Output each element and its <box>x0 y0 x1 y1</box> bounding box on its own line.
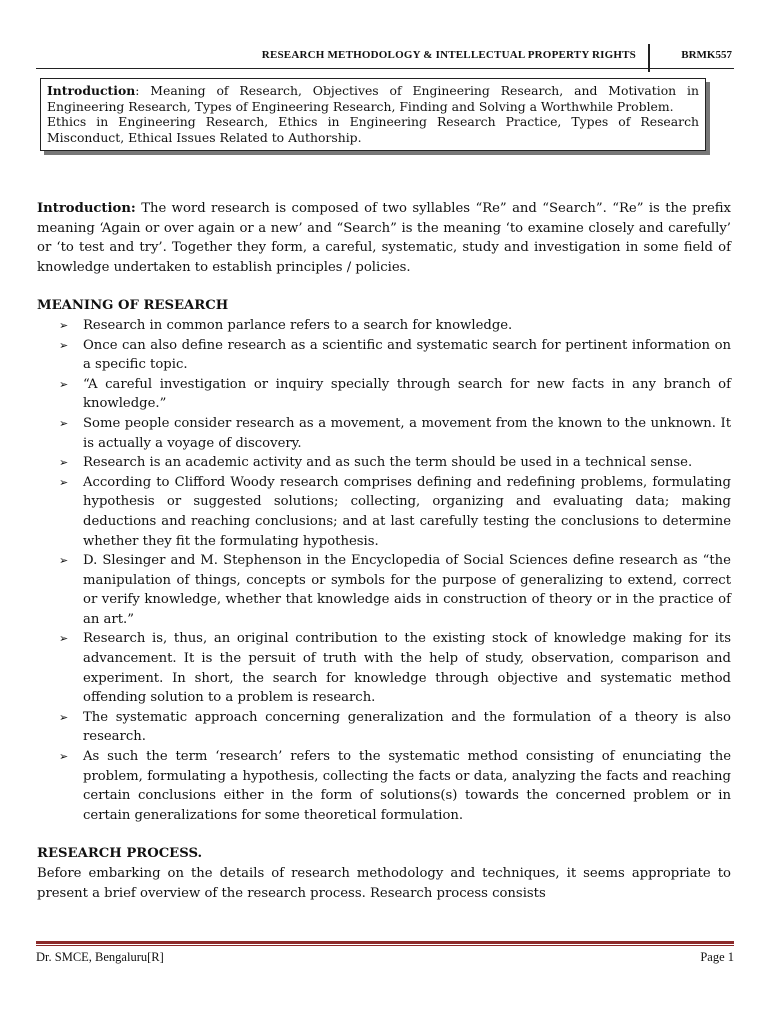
footer-rule <box>36 941 734 944</box>
bullet-text: The systematic approach concerning generalization and the formulation of a theory is also research. <box>83 709 731 745</box>
intro-paragraph <box>37 199 731 277</box>
syllabus-topics-box <box>40 78 706 151</box>
arrow-bullet-icon: ➢ <box>59 710 69 724</box>
process-heading: RESEARCH PROCESS. <box>37 846 203 862</box>
bullet-text: Some people consider research as a movement, a movement from the known to the unknown. It is actually a voyage of discovery. <box>83 415 731 451</box>
topics-line-1 <box>47 83 699 114</box>
arrow-bullet-icon: ➢ <box>59 416 69 430</box>
arrow-bullet-icon: ➢ <box>59 475 69 489</box>
bullet-text: Research is an academic activity and as such the term should be used in a technical sense. <box>83 455 693 471</box>
list-item <box>59 316 731 336</box>
list-item <box>59 336 731 375</box>
arrow-bullet-icon: ➢ <box>59 456 69 470</box>
arrow-bullet-icon: ➢ <box>59 377 69 391</box>
bullet-text: D. Slesinger and M. Stephenson in the Encyclopedia of Social Sciences define research as “the manipulation of things, concepts or symbols for the purpose of generalizing to extend, correct or verify knowledge, whether that knowledge aids in construction of theory or in the practice of an art.” <box>83 553 731 627</box>
list-item <box>59 375 731 414</box>
list-item <box>59 708 731 747</box>
topics-label: Introduction <box>47 83 136 98</box>
list-item <box>59 453 731 473</box>
course-code: BRMK557 <box>681 49 732 61</box>
arrow-bullet-icon: ➢ <box>59 318 69 332</box>
process-paragraph: Before embarking on the details of research methodology and techniques, it seems appropriate to present a brief overview of the research process. Research process consists <box>37 866 731 901</box>
list-item <box>59 473 731 551</box>
bullet-text: As such the term ‘research’ refers to the systematic method consisting of enunciating the problem, formulating a hypothesis, collecting the facts or data, analyzing the facts and reaching certain conclusions either in the form of solutions(s) towards the concerned problem or in certain generalizations for some theoretical formulation. <box>83 749 731 823</box>
meaning-bullet-list <box>37 316 731 825</box>
header-title: RESEARCH METHODOLOGY & INTELLECTUAL PROPERTY RIGHTS <box>261 49 636 61</box>
page-number: Page 1 <box>700 950 734 964</box>
list-item <box>59 551 731 629</box>
bullet-text: Research in common parlance refers to a search for knowledge. <box>83 317 513 333</box>
topics-line-2: Ethics in Engineering Research, Ethics in Engineering Research Practice, Types of Research Misconduct, Ethical Issues Related to Authorship. <box>47 114 699 146</box>
footer-rule-thin <box>36 945 734 946</box>
bullet-text: “A careful investigation or inquiry specially through search for new facts in any branch of knowledge.” <box>83 376 731 412</box>
footer-institution: Dr. SMCE, Bengaluru[R] <box>36 950 164 964</box>
header-divider <box>648 44 650 72</box>
intro-text: The word research is composed of two syllables “Re” and “Search”. “Re” is the prefix meaning ‘Again or over again or a new’ and “Search” is the meaning ‘to examine closely and carefully’ or ‘to test and try’. Together they form, a careful, systematic, study and investigation in some field of knowledge undertaken to establish principles / policies. <box>37 201 731 275</box>
main-content <box>37 199 731 903</box>
intro-label: Introduction: <box>37 201 136 216</box>
section-gap <box>37 825 731 844</box>
list-item <box>59 747 731 825</box>
bullet-text: Research is, thus, an original contribution to the existing stock of knowledge making for its advancement. It is the persuit of truth with the help of study, observation, comparison and experiment. In short, the search for knowledge through objective and systematic method offending solution to a problem is research. <box>83 631 731 706</box>
arrow-bullet-icon: ➢ <box>59 338 69 352</box>
arrow-bullet-icon: ➢ <box>59 750 69 764</box>
page-footer <box>36 950 734 966</box>
bullet-text: Once can also define research as a scientific and systematic search for pertinent information on a specific topic. <box>83 337 731 373</box>
meaning-heading: MEANING OF RESEARCH <box>37 298 229 314</box>
arrow-bullet-icon: ➢ <box>59 554 69 568</box>
bullet-text: According to Clifford Woody research comprises defining and redefining problems, formulating hypothesis or suggested solutions; collecting, organizing and evaluating data; making deductions and reaching conclusions; and at last carefully testing the conclusions to determine whether they fit the formulating hypothesis. <box>83 474 731 549</box>
list-item <box>59 629 731 707</box>
page-header <box>36 44 734 69</box>
list-item <box>59 414 731 453</box>
arrow-bullet-icon: ➢ <box>59 632 69 646</box>
topics-text-1: : Meaning of Research, Objectives of Engineering Research, and Motivation in Engineering Research, Types of Engineering Research, Finding and Solving a Worthwhile Problem. <box>47 83 699 114</box>
